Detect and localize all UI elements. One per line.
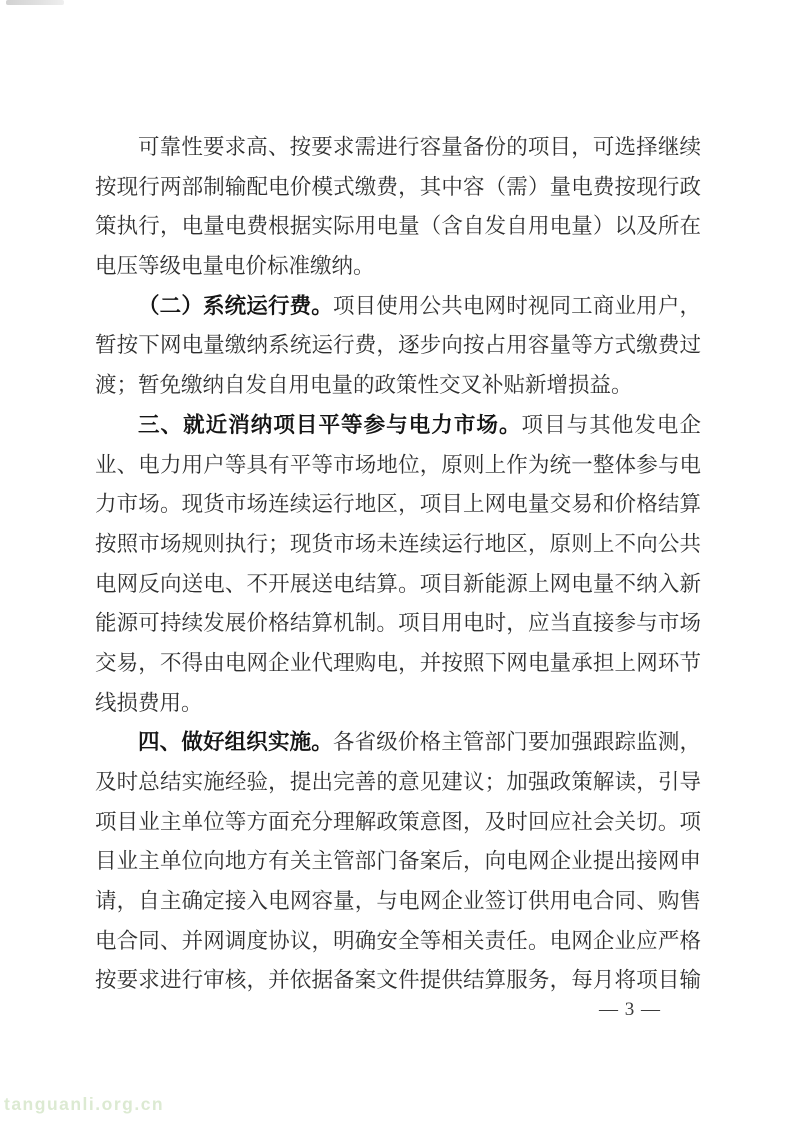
- text-line: [95, 723, 701, 763]
- text-line: [95, 604, 701, 644]
- text-line: [95, 446, 701, 486]
- paragraph: [95, 723, 701, 1001]
- text-line: [95, 326, 701, 366]
- body-text: 线损费用。: [95, 690, 203, 715]
- body-text: 暂按下网电量缴纳系统运行费，逐步向按占用容量等方式缴费过: [95, 333, 701, 358]
- body-text: 项目使用公共电网时视同工商业用户，: [332, 293, 701, 318]
- heading-emphasis: （二）系统运行费。: [138, 293, 333, 318]
- text-line: [95, 684, 701, 724]
- text-line: [95, 565, 701, 605]
- heading-emphasis: 四、做好组织实施。: [138, 730, 333, 755]
- paragraph: [95, 406, 701, 724]
- text-line: [95, 207, 701, 247]
- body-text: 交易，不得由电网企业代理购电，并按照下网电量承担上网环节: [95, 650, 701, 675]
- text-line: [95, 882, 701, 922]
- text-line: [95, 128, 701, 168]
- body-text: 项目业主单位等方面充分理解政策意图，及时回应社会关切。项: [95, 809, 701, 834]
- scan-artifact: [6, 0, 64, 5]
- text-line: [95, 485, 701, 525]
- text-line: [95, 287, 701, 327]
- document-body: [95, 128, 701, 1001]
- text-line: [95, 168, 701, 208]
- heading-emphasis: 三、就近消纳项目平等参与电力市场。: [138, 412, 522, 437]
- body-text: 按现行两部制输配电价模式缴费，其中容（需）量电费按现行政: [95, 174, 701, 199]
- text-line: [95, 406, 701, 446]
- text-line: [95, 644, 701, 684]
- watermark: tanguanli.org.cn: [4, 1094, 165, 1114]
- body-text: 请，自主确定接入电网容量，与电网企业签订供用电合同、购售: [95, 889, 701, 914]
- body-text: 电压等级电量电价标准缴纳。: [95, 254, 375, 279]
- body-text: 目业主单位向地方有关主管部门备案后，向电网企业提出接网申: [95, 849, 701, 874]
- text-line: [95, 803, 701, 843]
- body-text: 渡；暂免缴纳自发自用电量的政策性交叉补贴新增损益。: [95, 373, 633, 398]
- body-text: 项目与其他发电企: [521, 412, 701, 437]
- text-line: [95, 366, 701, 406]
- text-line: [95, 763, 701, 803]
- text-line: [95, 247, 701, 287]
- text-line: [95, 842, 701, 882]
- paragraph: [95, 287, 701, 406]
- body-text: 力市场。现货市场连续运行地区，项目上网电量交易和价格结算: [95, 492, 701, 517]
- text-line: [95, 961, 701, 1001]
- body-text: 能源可持续发展价格结算机制。项目用电时，应当直接参与市场: [95, 611, 701, 636]
- body-text: 按照市场规则执行；现货市场未连续运行地区，原则上不向公共: [95, 531, 701, 556]
- page-number: — 3 —: [599, 999, 661, 1020]
- text-line: [95, 922, 701, 962]
- body-text: 策执行，电量电费根据实际用电量（含自发自用电量）以及所在: [95, 214, 701, 239]
- body-text: 业、电力用户等具有平等市场地位，原则上作为统一整体参与电: [95, 452, 701, 477]
- body-text: 按要求进行审核，并依据备案文件提供结算服务，每月将项目输: [95, 968, 701, 993]
- body-text: 电合同、并网调度协议，明确安全等相关责任。电网企业应严格: [95, 928, 701, 953]
- body-text: 电网反向送电、不开展送电结算。项目新能源上网电量不纳入新: [95, 571, 701, 596]
- text-line: [95, 525, 701, 565]
- body-text: 及时总结实施经验，提出完善的意见建议；加强政策解读，引导: [95, 770, 701, 794]
- body-text: 可靠性要求高、按要求需进行容量备份的项目，可选择继续: [138, 135, 701, 159]
- body-text: 各省级价格主管部门要加强跟踪监测，: [332, 730, 701, 755]
- paragraph: [95, 128, 701, 287]
